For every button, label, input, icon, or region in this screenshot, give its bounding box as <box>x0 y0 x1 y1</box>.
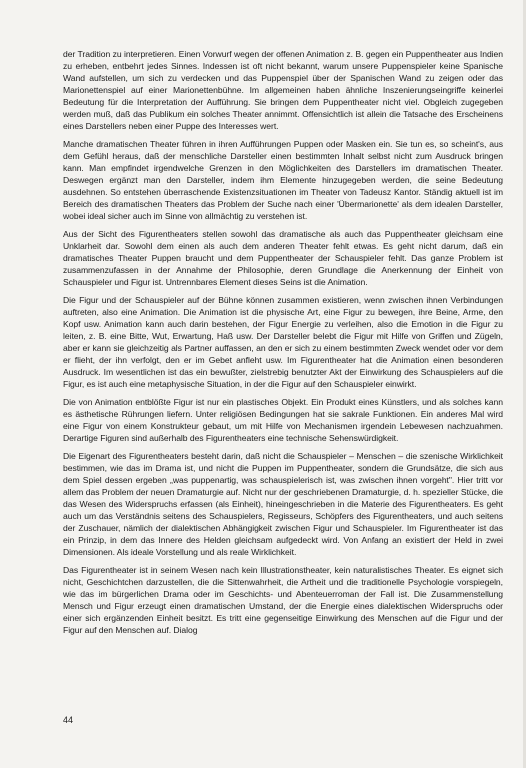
page-number: 44 <box>63 715 74 725</box>
paragraph: Die von Animation entblößte Figur ist nur ein plastisches Objekt. Ein Produkt eines Künstlers, und als solches kann es ästhetische Rührungen liefern. Unter religiösen Bedingungen hat sie sakrale Funktionen. Ein anderes Mal wird eine Figur von einem Konstrukteur gebaut, um mit Hilfe von Mechanismen irgendein Lebewesen nachzuahmen. Derartige Figuren sind außerhalb des Figurentheaters eine technische Sehenswürdigkeit. <box>63 397 503 443</box>
paragraph: Die Figur und der Schauspieler auf der Bühne können zusammen existieren, wenn zwischen ihnen Verbindungen auftreten, also eine Animation. Die Animation ist die physische Art, eine Figur zu bewegen, ihre Beine, Arme, den Kopf usw. Animation kann auch darin bestehen, der Figur Energie zu verleihen, also die Emotion in die Figur zu leiten, z. B. eine Bitte, Wut, Erwartung, Haß usw. Der Darsteller belebt die Figur mit Hilfe von Griffen und Zügeln, aber er kann sie gleichzeitig als Partner auffassen, an den er sich zu einem bestimmten Zweck wendet oder vor dem er flieht, der ihn verfolgt, den er im Gebet anfleht usw. Im Figurentheater hat die Animation einen besonderen Ausdruck. Im wesentlichen ist das ein bewußter, zielstrebig benutzter Akt der Einwirkung des Schauspielers auf die Figur, es ist auch eine metaphysische Situation, in der die Figur auf den Schauspieler einwirkt. <box>63 295 503 389</box>
paragraph: Die Eigenart des Figurentheaters besteht darin, daß nicht die Schauspieler – Menschen – die szenische Wirklichkeit bestimmen, wie das im Drama ist, und nicht die Puppen im Puppentheater, sondern die Grundsätze, die sich aus dem Spiel dessen ergeben „was puppenartig, was schauspielerisch ist, was zwischen ihnen vorgeht". Hier tritt vor allem das Problem der neuen Dramaturgie auf. Nicht nur der geschriebenen Dramaturgie, d. h. spezieller Stücke, die das Wesen des Widerspruchs erfassen (als Einheit), hineingeschrieben in die Materie des Figurentheaters. Es geht auch um das Verständnis seitens des Schauspielers, Regisseurs, Schöpfers des Figurentheaters, und auch seitens der Zuschauer, nämlich der dialektischen Abhängigkeit zwischen Figur und Schauspieler. Im Figurentheater ist das ein Prinzip, in dem das Innere des Helden gleichsam aufgedeckt wird. Von Anfang an existiert der Held in zwei Dimensionen. Als ideale Vorstellung und als reale Wirklichkeit. <box>63 451 503 557</box>
paragraph: Manche dramatischen Theater führen in ihren Aufführungen Puppen oder Masken ein. Sie tun es, so scheint's, aus dem Gefühl heraus, daß der menschliche Darsteller einen bestimmten Inhalt selbst nicht zum Ausdruck bringen kann. Man empfindet irgendwelche Grenzen in den Möglichkeiten des Darstellers im dramatischen Theater. Deswegen ergänzt man den Darsteller, indem ihm Elemente hinzugegeben werden, die seine Bedeutung ausdehnen. So entstehen überraschende Existenzsituationen im Theater von Tadeusz Kantor. Ständig aktuell ist im Bereich des dramatischen Theaters das Problem der Suche nach einer 'Übermarionette' als dem idealen Darsteller, wobei ideal sicher auch im Sinne von allmächtig zu verstehen ist. <box>63 139 503 221</box>
body-text <box>63 48 503 642</box>
paragraph: Das Figurentheater ist in seinem Wesen nach kein Illustrationstheater, kein naturalistisches Theater. Es eignet sich nicht, Geschichtchen darzustellen, die die Sittenwahrheit, die Artheit und die traditionelle Psychologie vorspiegeln, wie das im bürgerlichen Drama oder im Geschichts- und Abenteuerroman der Fall ist. Die Zusammenstellung Mensch und Figur erzeugt einen dramatischen Umstand, der die Energie eines dialektischen Widerspruchs oder einer sich ergänzenden Einheit besitzt. Es tritt eine gegenseitige Einwirkung des Menschen auf die Figur und der Figur auf den Menschen auf. Dialog <box>63 565 503 635</box>
paragraph: der Tradition zu interpretieren. Einen Vorwurf wegen der offenen Animation z. B. gegen ein Puppentheater aus Indien zu erheben, entbehrt jedes Sinnes. Indessen ist oft nicht bekannt, warum unsere Puppenspieler keine Spanische Wand aufstellen, um sich zu verdecken und das Puppenspiel über der Spanischen Wand zu zeigen oder das Marionettenspiel auf einer Marionettenbühne. Im allgemeinen haben ähnliche Inszenierungseingriffe keinerlei Bedeutung für die Interpretation der Aufführung. Sie bringen dem Puppentheater nicht viel. Obgleich zugegeben werden muß, daß das Publikum ein solches Theater annimmt. Offensichtlich ist allein die Tatsache des Erscheinens eines Darstellers neben einer Puppe des Interesses wert. <box>63 49 503 131</box>
paragraph: Aus der Sicht des Figurentheaters stellen sowohl das dramatische als auch das Puppentheater gleichsam eine Unklarheit dar. Sowohl dem einen als auch dem anderen Theater fehlt etwas. Es geht nicht darum, daß ein dramatisches Theater Puppen braucht und dem Puppentheater der Schauspieler fehlt. Das ganze Problem ist zusammenzufassen in der Annahme der Philosophie, deren Grundlage die Anerkennung der Einheit von Schauspieler und Figur ist. Untrennbares Element dieses Seins ist die Animation. <box>63 229 503 287</box>
